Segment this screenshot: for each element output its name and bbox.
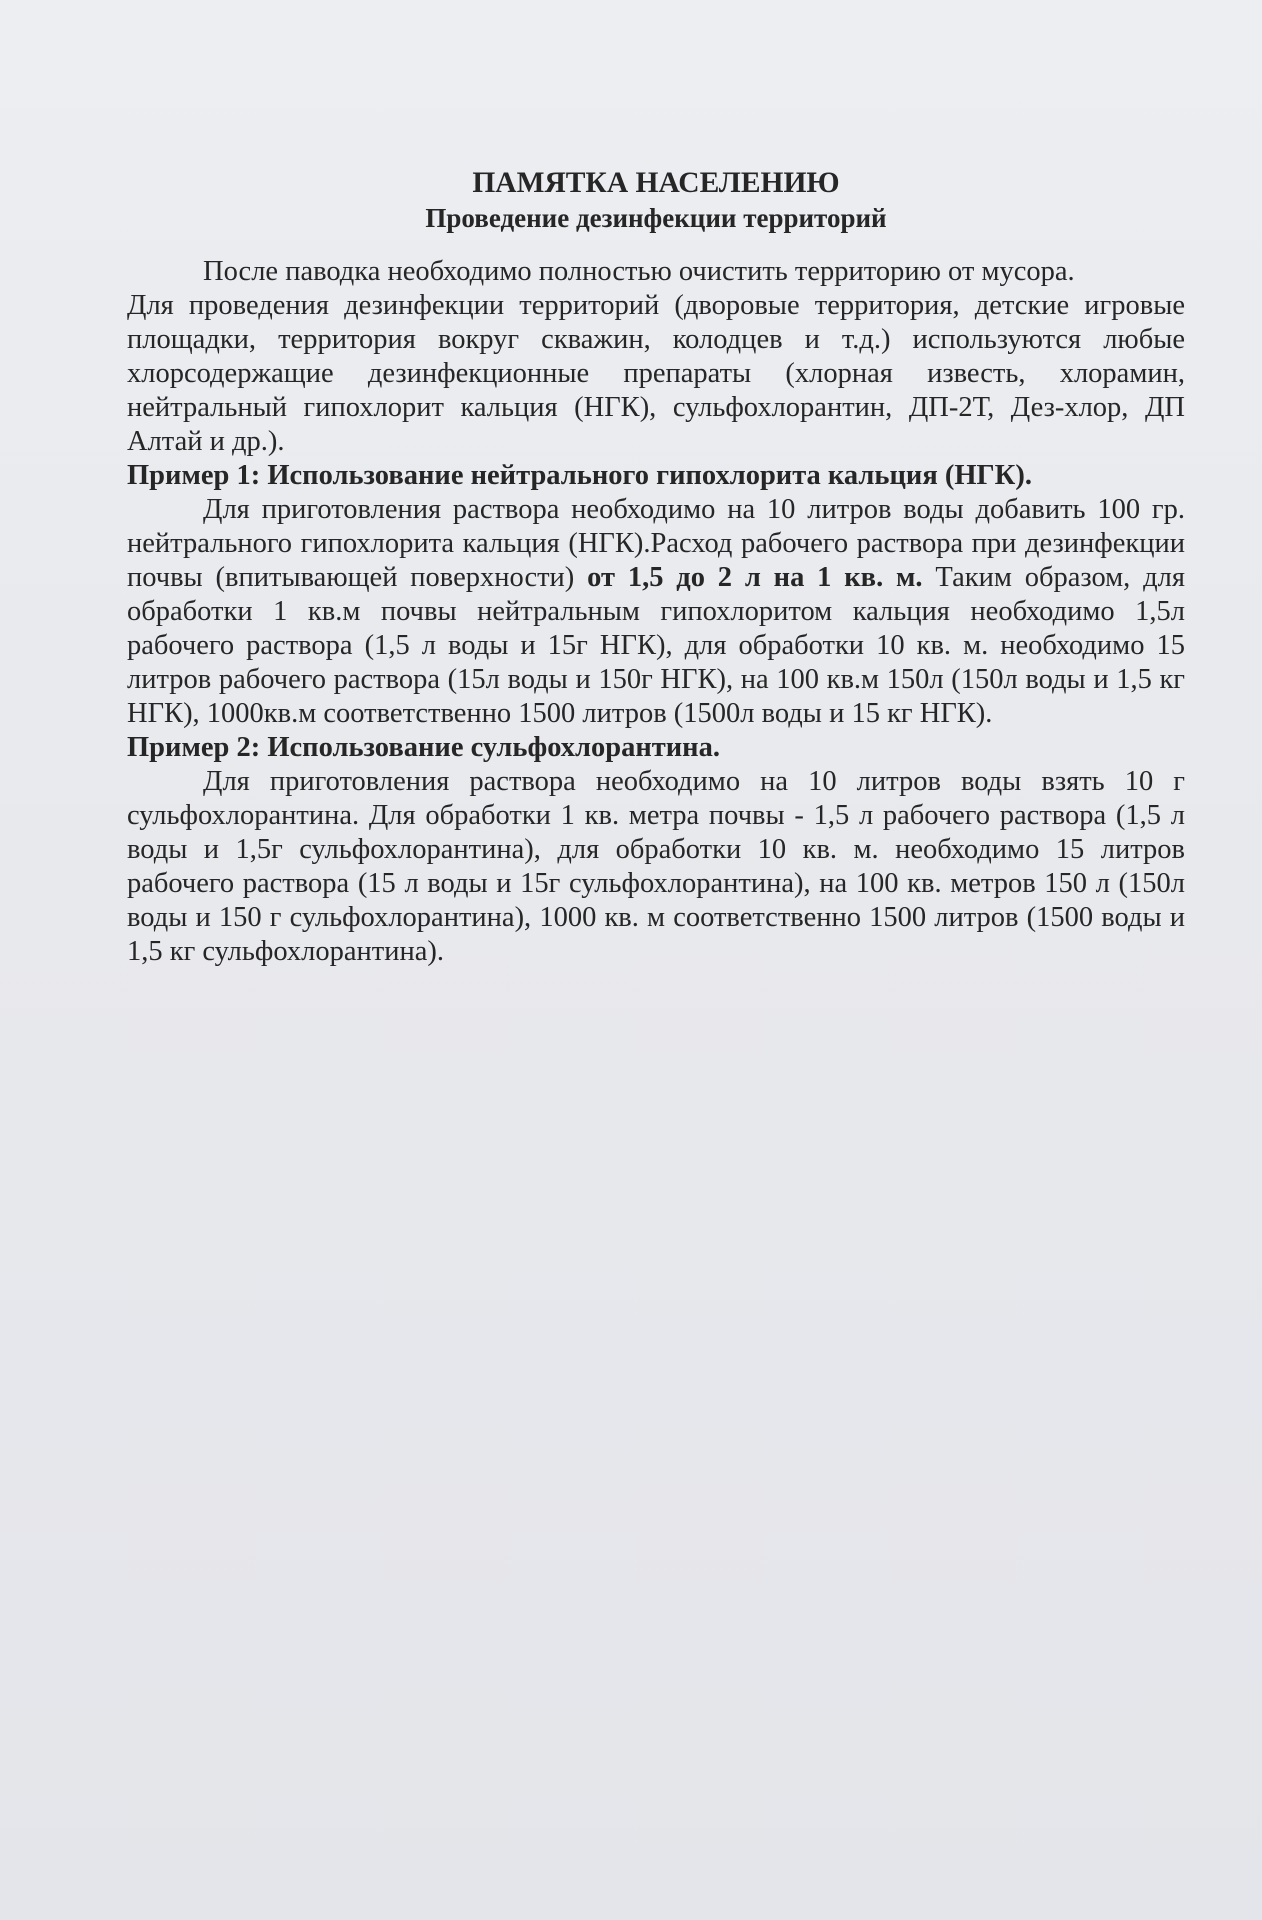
example1-text-bold: от 1,5 до 2 л на 1 кв. м. <box>587 562 923 593</box>
document-title: ПАМЯТКА НАСЕЛЕНИЮ <box>472 167 840 199</box>
example1-heading: Пример 1: Использование нейтрального гипохлорита кальция (НГК). <box>127 460 1032 491</box>
example2-paragraph: Для приготовления раствора необходимо на 10 литров воды взять 10 г сульфохлорантина. Для обработки 1 кв. метра почвы - 1,5 л рабочего раствора (1,5 л воды и 1,5г сульфохлорантина), для обработки 10 кв. м. необходимо 15 литров рабочего раствора (15 л воды и 15г сульфохлорантина), на 100 кв. метров 150 л (150л воды и 150 г сульфохлорантина), 1000 кв. м соответственно 1500 литров (1500 воды и 1,5 кг сульфохлорантина). <box>127 766 1185 967</box>
document-body <box>127 165 1185 969</box>
intro-first-line: После паводка необходимо полностью очистить территорию от мусора. <box>203 256 1075 287</box>
example2-heading: Пример 2: Использование сульфохлорантина. <box>127 732 720 763</box>
intro-paragraph: Для проведения дезинфекции территорий (дворовые территория, детские игровые площадки, территория вокруг скважин, колодцев и т.д.) используются любые хлорсодержащие дезинфекционные препараты (хлорная известь, хлорамин, нейтральный гипохлорит кальция (НГК), сульфохлорантин, ДП-2Т, Дез-хлор, ДП Алтай и др.). <box>127 290 1185 457</box>
example1-text-before: Для приготовления раствора необходимо на 10 литров воды добавить 100 гр. нейтрального гипохлорита кальция (НГК).Расход рабочего раствора при дезинфекции почвы (впитывающей поверхности) <box>127 494 1185 593</box>
example1-text-after: Таким образом, для обработки 1 кв.м почвы нейтральным гипохлоритом кальция необходимо 1,5л рабочего раствора (1,5 л воды и 15г НГК), для обработки 10 кв. м. необходимо 15 литров рабочего раствора (15л воды и 150г НГК), на 100 кв.м 150л (150л воды и 1,5 кг НГК), 1000кв.м соответственно 1500 литров (1500л воды и 15 кг НГК). <box>127 562 1185 729</box>
example1-paragraph <box>127 493 1185 731</box>
document-subtitle: Проведение дезинфекции территорий <box>425 203 887 233</box>
